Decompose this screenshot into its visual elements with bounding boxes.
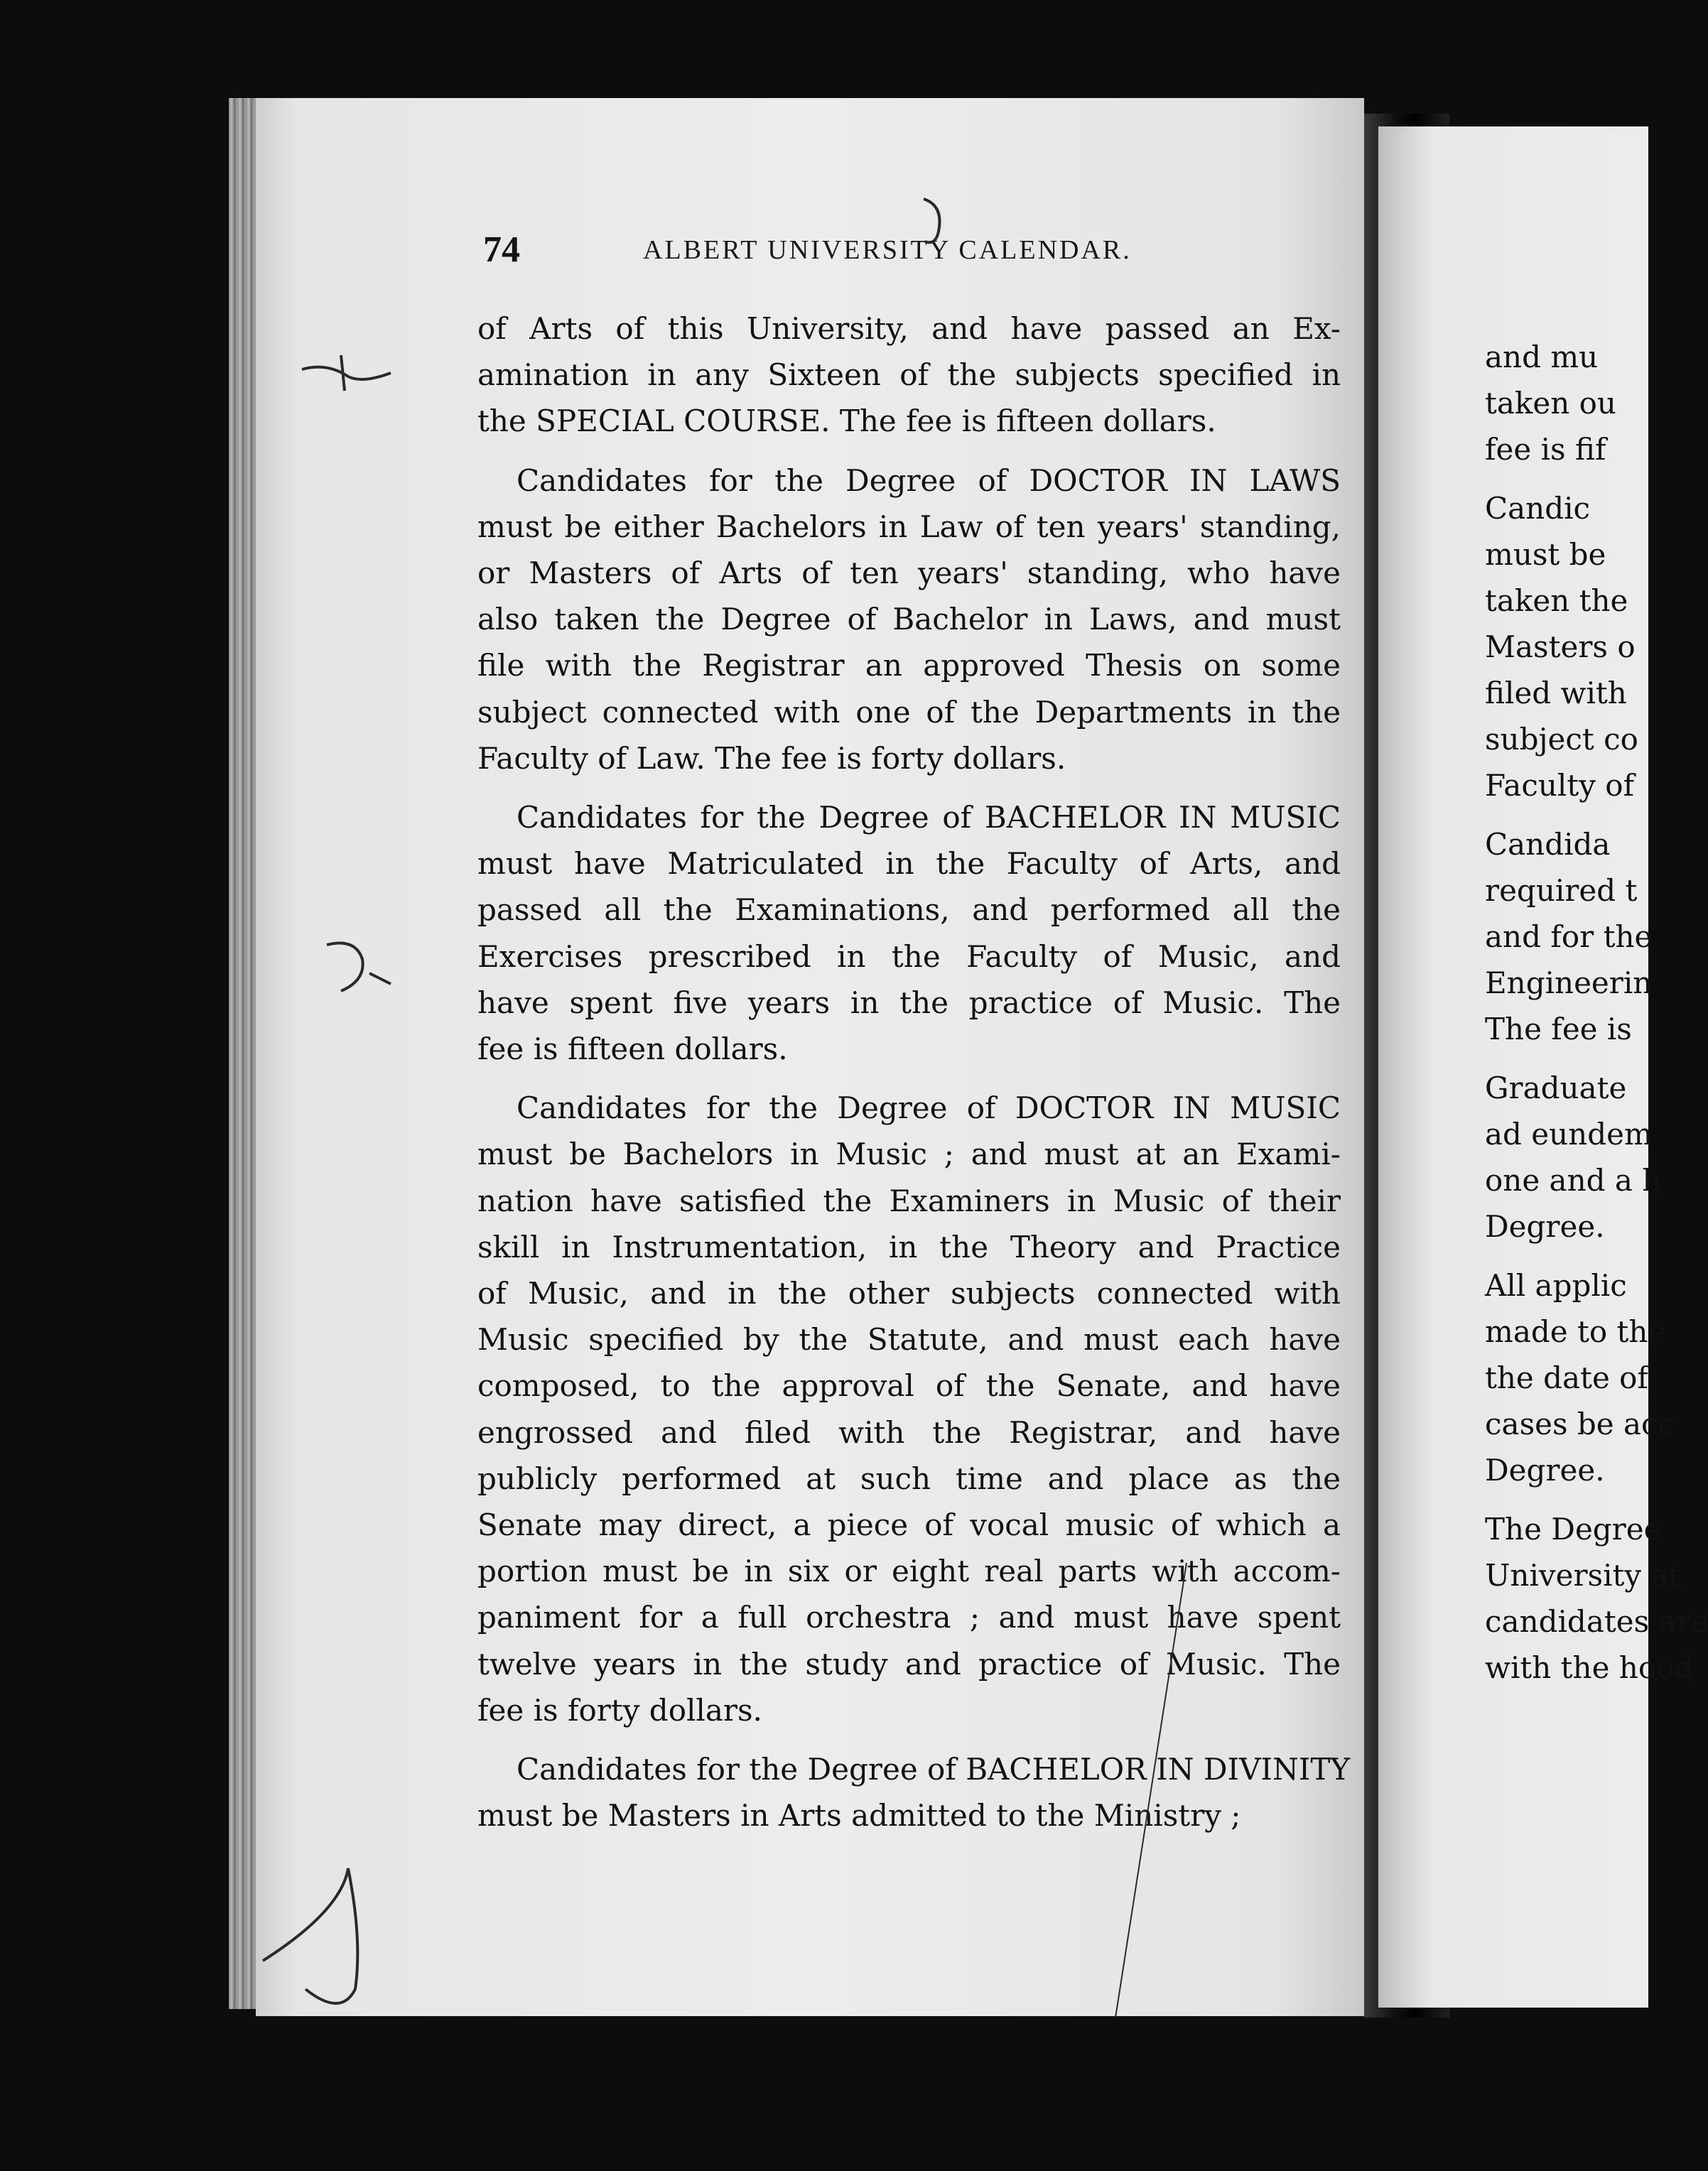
text-line: Graduate [1485, 1071, 1627, 1105]
pencil-diagonal-line [1108, 1563, 1194, 2018]
paragraph-gap [1485, 808, 1677, 821]
text-line: must be Bachelors in Music ; and must at an Exami- [477, 1137, 1341, 1172]
paragraph-gap [1485, 1250, 1677, 1262]
running-title: ALBERT UNIVERSITY CALENDAR. [643, 235, 1132, 265]
text-line: fee is fifteen dollars. [477, 1032, 788, 1067]
text-line: required t [1485, 873, 1638, 908]
left-page-body [477, 305, 1351, 1852]
text-line: amination in any Sixteen of the subjects specified in [477, 357, 1341, 393]
text-line: Exercises prescribed in the Faculty of Music, and [477, 938, 1341, 974]
text-line: Senate may direct, a piece of vocal music of which a [477, 1507, 1341, 1543]
text-line: The fee is [1485, 1012, 1632, 1046]
text-line: Candidates for the Degree of BACHELOR IN DIVINITY [517, 1752, 1351, 1787]
text-line: portion must be in six or eight real parts with accom- [477, 1554, 1341, 1589]
book-page-edges [229, 98, 257, 2009]
text-line: one and a h [1485, 1163, 1662, 1198]
text-line: skill in Instrumentation, in the Theory and Practice [477, 1229, 1341, 1265]
text-line: paniment for a full orchestra ; and must have spent [477, 1600, 1341, 1635]
text-line: subject connected with one of the Departments in the [477, 694, 1341, 730]
paragraph-gap [1485, 472, 1677, 485]
paragraph-gap [1485, 1052, 1677, 1065]
text-line: ad eundem [1485, 1117, 1653, 1152]
text-line: Engineerin [1485, 965, 1653, 1000]
pencil-mark-number [313, 931, 398, 1009]
text-line: Faculty of Law. The fee is forty dollars. [477, 740, 1066, 776]
text-line: taken ou [1485, 386, 1616, 421]
text-line: fee is forty dollars. [477, 1692, 762, 1728]
text-line: of Arts of this University, and have passed an Ex- [477, 311, 1341, 346]
text-line: engrossed and filed with the Registrar, and have [477, 1414, 1341, 1450]
text-line: made to the [1485, 1314, 1666, 1349]
text-line: of Music, and in the other subjects connected with [477, 1276, 1341, 1311]
page-number: 74 [483, 229, 520, 270]
text-line: file with the Registrar an approved Thesis on some [477, 648, 1341, 683]
text-line: Candic [1485, 491, 1591, 526]
text-line: cases be acc [1485, 1407, 1675, 1441]
text-line: Candida [1485, 827, 1611, 862]
text-line: fee is fif [1485, 432, 1606, 467]
text-line: passed all the Examinations, and performed all the [477, 892, 1341, 928]
text-line: also taken the Degree of Bachelor in Laws, and must [477, 602, 1341, 637]
text-line: Candidates for the Degree of DOCTOR IN MUSIC [517, 1090, 1341, 1126]
text-line: must have Matriculated in the Faculty of Arts, and [477, 846, 1341, 882]
text-line: Degree. [1485, 1453, 1605, 1488]
text-line: must be either Bachelors in Law of ten years' standing, [477, 509, 1341, 544]
text-line: with the hood [1485, 1650, 1694, 1685]
right-page-body [1485, 334, 1708, 1691]
text-line: University at [1485, 1558, 1681, 1593]
paragraph-gap [1485, 1493, 1677, 1506]
pencil-mark-bottom-loop [256, 1854, 398, 2018]
paragraph [477, 305, 1341, 445]
text-line: filed with [1485, 676, 1627, 710]
text-line: Candidates for the Degree of DOCTOR IN LAWS [517, 462, 1341, 498]
text-line: or Masters of Arts of ten years' standing, who have [477, 556, 1341, 591]
text-line: Candidates for the Degree of BACHELOR IN MUSIC [517, 800, 1341, 835]
text-line: composed, to the approval of the Senate, and have [477, 1368, 1341, 1404]
text-line: subject co [1485, 722, 1638, 757]
pencil-mark-check [917, 192, 959, 256]
pencil-mark-margin-scribble [298, 341, 398, 405]
text-line: must be Masters in Arts admitted to the Ministry ; [477, 1798, 1241, 1834]
text-line: All applic [1485, 1268, 1627, 1303]
text-line: The Degree [1485, 1512, 1662, 1547]
text-line: publicly performed at such time and place as the [477, 1461, 1341, 1496]
text-line: nation have satisfied the Examiners in Music of their [477, 1183, 1341, 1218]
paragraph [477, 1746, 1351, 1839]
text-line: the date of [1485, 1360, 1648, 1395]
text-line: Faculty of [1485, 768, 1635, 803]
text-line: candidates are [1485, 1604, 1708, 1639]
text-line: Degree. [1485, 1209, 1605, 1244]
text-line: and for the [1485, 919, 1653, 954]
text-line: have spent five years in the practice of Music. The [477, 985, 1341, 1020]
text-line: Music specified by the Statute, and must each have [477, 1322, 1341, 1358]
text-line: twelve years in the study and practice of Music. The [477, 1646, 1341, 1682]
paragraph [477, 458, 1341, 781]
text-line: and mu [1485, 340, 1599, 374]
paragraph [477, 794, 1341, 1072]
text-line: the SPECIAL COURSE. The fee is fifteen dollars. [477, 404, 1216, 439]
paragraph [477, 1085, 1341, 1733]
text-line: taken the [1485, 583, 1628, 618]
text-line: must be [1485, 537, 1606, 572]
text-line: Masters o [1485, 629, 1636, 664]
